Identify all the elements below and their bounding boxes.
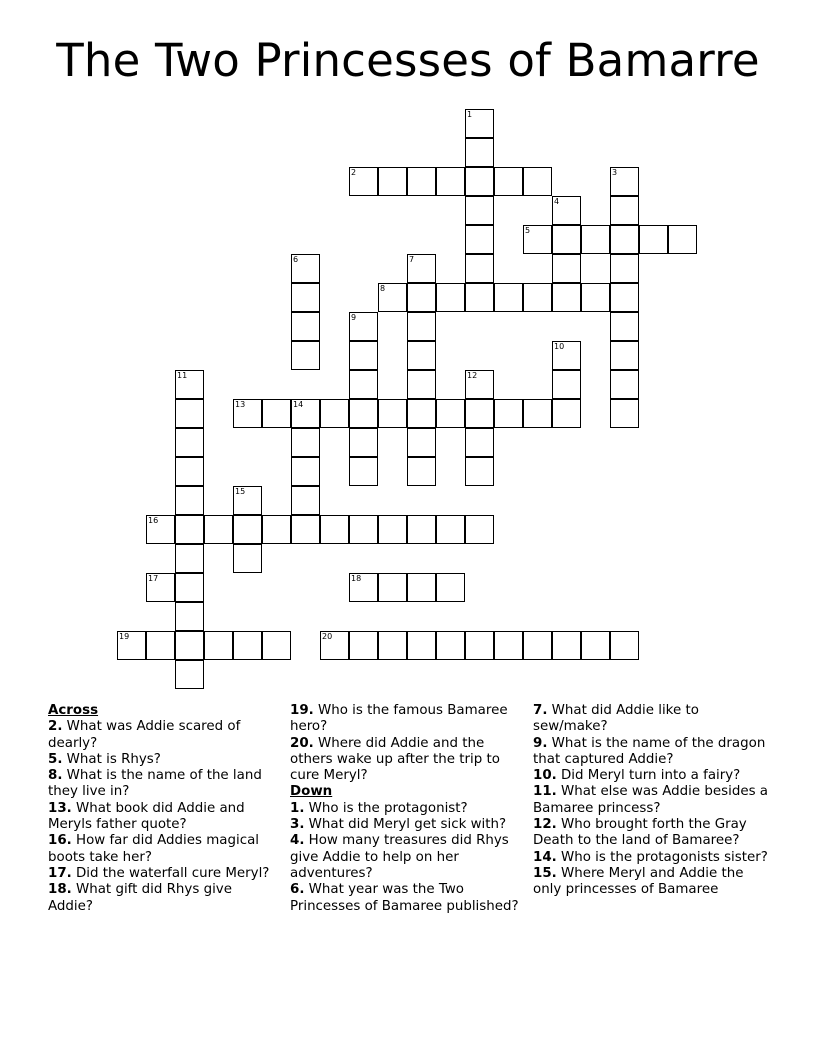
clue-number: 7: [409, 255, 415, 264]
clue-item: [533, 817, 769, 850]
grid-cell[interactable]: [610, 399, 639, 428]
clue-text: Who is the protagonist?: [308, 800, 468, 816]
grid-cell[interactable]: [349, 312, 378, 341]
grid-cell[interactable]: [349, 515, 378, 544]
grid-cell[interactable]: [494, 631, 523, 660]
clue-number-label: 8.: [48, 768, 63, 784]
grid-cell[interactable]: [407, 254, 436, 283]
clue-item: [290, 736, 526, 785]
grid-cell[interactable]: [291, 312, 320, 341]
grid-cell[interactable]: [320, 515, 349, 544]
grid-cell[interactable]: [262, 399, 291, 428]
clue-number-label: 10.: [533, 768, 557, 784]
clue-text: Where Meryl and Addie the only princesses of Bamaree: [533, 865, 744, 898]
grid-cell[interactable]: [610, 341, 639, 370]
heading-down: Down: [290, 784, 333, 800]
clue-number: 11: [177, 371, 188, 380]
grid-cell[interactable]: [552, 399, 581, 428]
grid-cell[interactable]: [320, 399, 349, 428]
clue-text: How far did Addies magical boots take her?: [48, 833, 260, 865]
grid-cell[interactable]: [407, 631, 436, 660]
clue-number: 15: [235, 487, 246, 496]
grid-cell[interactable]: [291, 283, 320, 312]
clue-number-label: 5.: [48, 751, 63, 767]
grid-cell[interactable]: [175, 660, 204, 689]
grid-cell[interactable]: [465, 283, 494, 312]
grid-cell[interactable]: [465, 138, 494, 167]
clue-item: [533, 850, 769, 866]
grid-cell[interactable]: [349, 370, 378, 399]
grid-cell[interactable]: [465, 370, 494, 399]
grid-cell[interactable]: [117, 631, 146, 660]
grid-cell[interactable]: [291, 457, 320, 486]
grid-cell[interactable]: [610, 631, 639, 660]
grid-cell[interactable]: [465, 457, 494, 486]
clue-text: Who brought forth the Gray Death to the land of Bamaree?: [533, 817, 747, 849]
grid-cell[interactable]: [465, 196, 494, 225]
clue-item: [290, 703, 526, 736]
grid-cell[interactable]: [465, 515, 494, 544]
clue-number-label: 18.: [48, 882, 72, 898]
grid-cell[interactable]: [581, 631, 610, 660]
clue-number: 9: [351, 313, 357, 322]
clue-number: 12: [467, 371, 478, 380]
clue-number-label: 14.: [533, 849, 557, 865]
grid-cell[interactable]: [349, 399, 378, 428]
clue-number: 14: [293, 400, 304, 409]
clue-number-label: 11.: [533, 784, 557, 800]
clue-number: 8: [380, 284, 386, 293]
grid-cell[interactable]: [610, 167, 639, 196]
grid-cell[interactable]: [262, 631, 291, 660]
clue-number: 16: [148, 516, 159, 525]
grid-cell[interactable]: [552, 196, 581, 225]
clue-text: Who is the protagonists sister?: [561, 849, 768, 865]
clue-number-label: 7.: [533, 703, 548, 718]
clue-text: What did Meryl get sick with?: [308, 817, 507, 833]
grid-cell[interactable]: [407, 428, 436, 457]
clue-number: 18: [351, 574, 362, 583]
grid-cell[interactable]: [204, 631, 233, 660]
grid-cell[interactable]: [233, 399, 262, 428]
grid-cell[interactable]: [465, 428, 494, 457]
grid-cell[interactable]: [378, 399, 407, 428]
clue-number-label: 6.: [290, 882, 305, 898]
clue-text: How many treasures did Rhys give Addie to help on her adventures?: [290, 833, 509, 881]
clue-number: 3: [612, 168, 618, 177]
grid-cell[interactable]: [291, 254, 320, 283]
clue-item: [533, 703, 769, 736]
clue-text: What did Addie like to sew/make?: [533, 703, 699, 735]
grid-cell[interactable]: [436, 631, 465, 660]
grid-cell[interactable]: [523, 283, 552, 312]
grid-cell[interactable]: [407, 370, 436, 399]
clue-column-2: [290, 703, 526, 915]
clue-number: 4: [554, 197, 560, 206]
clue-number: 5: [525, 226, 531, 235]
clue-column-3: [533, 703, 769, 899]
clue-number: 6: [293, 255, 299, 264]
clue-text: What gift did Rhys give Addie?: [48, 882, 232, 914]
clue-number-label: 12.: [533, 817, 557, 833]
grid-cell[interactable]: [378, 573, 407, 602]
grid-cell[interactable]: [291, 515, 320, 544]
grid-cell[interactable]: [407, 167, 436, 196]
grid-cell[interactable]: [465, 631, 494, 660]
grid-cell[interactable]: [175, 428, 204, 457]
grid-cell[interactable]: [407, 341, 436, 370]
clue-number-label: 2.: [48, 719, 63, 735]
grid-cell[interactable]: [175, 486, 204, 515]
clue-number: 13: [235, 400, 246, 409]
grid-cell[interactable]: [233, 631, 262, 660]
grid-cell[interactable]: [552, 341, 581, 370]
grid-cell[interactable]: [465, 225, 494, 254]
grid-cell[interactable]: [349, 341, 378, 370]
clue-column-1: [48, 703, 270, 915]
clue-item: [48, 719, 270, 752]
heading-across: Across: [48, 703, 99, 718]
clue-number: 1: [467, 110, 473, 119]
grid-cell[interactable]: [175, 631, 204, 660]
clue-item: [290, 801, 526, 817]
grid-cell[interactable]: [349, 573, 378, 602]
grid-cell[interactable]: [436, 167, 465, 196]
grid-cell[interactable]: [175, 370, 204, 399]
grid-cell[interactable]: [407, 515, 436, 544]
clue-text: What book did Addie and Meryls father quote?: [48, 800, 245, 833]
clue-text: What else was Addie besides a Bamaree princess?: [533, 784, 769, 816]
clue-text: What is the name of the dragon that captured Addie?: [533, 735, 766, 767]
grid-cell[interactable]: [436, 573, 465, 602]
grid-cell[interactable]: [233, 486, 262, 515]
clue-item: [48, 833, 270, 866]
clue-item: [290, 882, 526, 915]
grid-cell[interactable]: [610, 196, 639, 225]
grid-cell[interactable]: [175, 457, 204, 486]
clue-number-label: 9.: [533, 735, 548, 751]
grid-cell[interactable]: [465, 399, 494, 428]
clue-number: 19: [119, 632, 130, 641]
clue-item: [48, 768, 270, 801]
clue-item: [533, 736, 769, 769]
grid-cell[interactable]: [494, 283, 523, 312]
clue-text: Did the waterfall cure Meryl?: [76, 865, 270, 881]
grid-cell[interactable]: [465, 167, 494, 196]
grid-cell[interactable]: [175, 544, 204, 573]
grid-cell[interactable]: [204, 515, 233, 544]
grid-cell[interactable]: [523, 167, 552, 196]
grid-cell[interactable]: [552, 631, 581, 660]
grid-cell[interactable]: [436, 283, 465, 312]
grid-cell[interactable]: [262, 515, 291, 544]
clue-number-label: 13.: [48, 800, 72, 816]
grid-cell[interactable]: [494, 399, 523, 428]
grid-cell[interactable]: [349, 457, 378, 486]
clue-number-label: 19.: [290, 703, 314, 718]
grid-cell[interactable]: [146, 515, 175, 544]
grid-cell[interactable]: [175, 602, 204, 631]
grid-cell[interactable]: [349, 428, 378, 457]
clue-number: 20: [322, 632, 333, 641]
clue-item: [48, 866, 270, 882]
grid-cell[interactable]: [407, 573, 436, 602]
grid-cell[interactable]: [523, 399, 552, 428]
clue-text: What was Addie scared of dearly?: [48, 719, 241, 751]
clue-item: [533, 866, 769, 899]
grid-cell[interactable]: [465, 254, 494, 283]
grid-cell[interactable]: [610, 225, 639, 254]
grid-cell[interactable]: [378, 631, 407, 660]
grid-cell[interactable]: [378, 283, 407, 312]
grid-cell[interactable]: [552, 370, 581, 399]
clue-item: [48, 752, 270, 768]
grid-cell[interactable]: [581, 225, 610, 254]
grid-cell[interactable]: [175, 515, 204, 544]
grid-cell[interactable]: [378, 167, 407, 196]
clue-item: [533, 784, 769, 817]
clue-text: Who is the famous Bamaree hero?: [290, 703, 508, 735]
grid-cell[interactable]: [146, 573, 175, 602]
grid-cell[interactable]: [465, 109, 494, 138]
clue-text: What is the name of the land they live in?: [48, 768, 262, 800]
clue-number-label: 1.: [290, 800, 305, 816]
grid-cell[interactable]: [175, 399, 204, 428]
clue-number-label: 4.: [290, 833, 305, 849]
clue-number: 2: [351, 168, 357, 177]
clue-text: Did Meryl turn into a fairy?: [561, 768, 741, 784]
puzzle-title: The Two Princesses of Bamarre: [56, 34, 760, 87]
grid-cell[interactable]: [523, 225, 552, 254]
grid-cell[interactable]: [320, 631, 349, 660]
grid-cell[interactable]: [291, 341, 320, 370]
clue-text: What year was the Two Princesses of Bamaree published?: [290, 882, 519, 914]
clue-item: [48, 801, 270, 834]
grid-cell[interactable]: [349, 631, 378, 660]
clue-number-label: 17.: [48, 865, 72, 881]
grid-cell[interactable]: [668, 225, 697, 254]
grid-cell[interactable]: [610, 283, 639, 312]
grid-cell[interactable]: [436, 515, 465, 544]
grid-cell[interactable]: [378, 515, 407, 544]
grid-cell[interactable]: [233, 515, 262, 544]
grid-cell[interactable]: [436, 399, 465, 428]
grid-cell[interactable]: [581, 283, 610, 312]
grid-cell[interactable]: [552, 225, 581, 254]
grid-cell[interactable]: [291, 428, 320, 457]
grid-cell[interactable]: [610, 370, 639, 399]
grid-cell[interactable]: [407, 283, 436, 312]
clue-number-label: 3.: [290, 817, 305, 833]
grid-cell[interactable]: [233, 544, 262, 573]
clue-number: 10: [554, 342, 565, 351]
grid-cell[interactable]: [407, 457, 436, 486]
clue-item: [290, 817, 526, 833]
grid-cell[interactable]: [146, 631, 175, 660]
grid-cell[interactable]: [639, 225, 668, 254]
clue-number-label: 16.: [48, 833, 72, 849]
clue-number-label: 15.: [533, 865, 557, 881]
grid-cell[interactable]: [610, 254, 639, 283]
grid-cell[interactable]: [291, 486, 320, 515]
clue-item: [290, 833, 526, 882]
grid-cell[interactable]: [610, 312, 639, 341]
grid-cell[interactable]: [291, 399, 320, 428]
grid-cell[interactable]: [552, 254, 581, 283]
clue-text: What is Rhys?: [66, 751, 161, 767]
clue-text: Where did Addie and the others wake up after the trip to cure Meryl?: [290, 735, 500, 784]
grid-cell[interactable]: [407, 399, 436, 428]
grid-cell[interactable]: [552, 283, 581, 312]
clue-item: [48, 882, 270, 915]
grid-cell[interactable]: [175, 573, 204, 602]
clue-item: [533, 768, 769, 784]
clue-number: 17: [148, 574, 159, 583]
grid-cell[interactable]: [523, 631, 552, 660]
grid-cell[interactable]: [349, 167, 378, 196]
clue-number-label: 20.: [290, 735, 314, 751]
grid-cell[interactable]: [407, 312, 436, 341]
grid-cell[interactable]: [494, 167, 523, 196]
